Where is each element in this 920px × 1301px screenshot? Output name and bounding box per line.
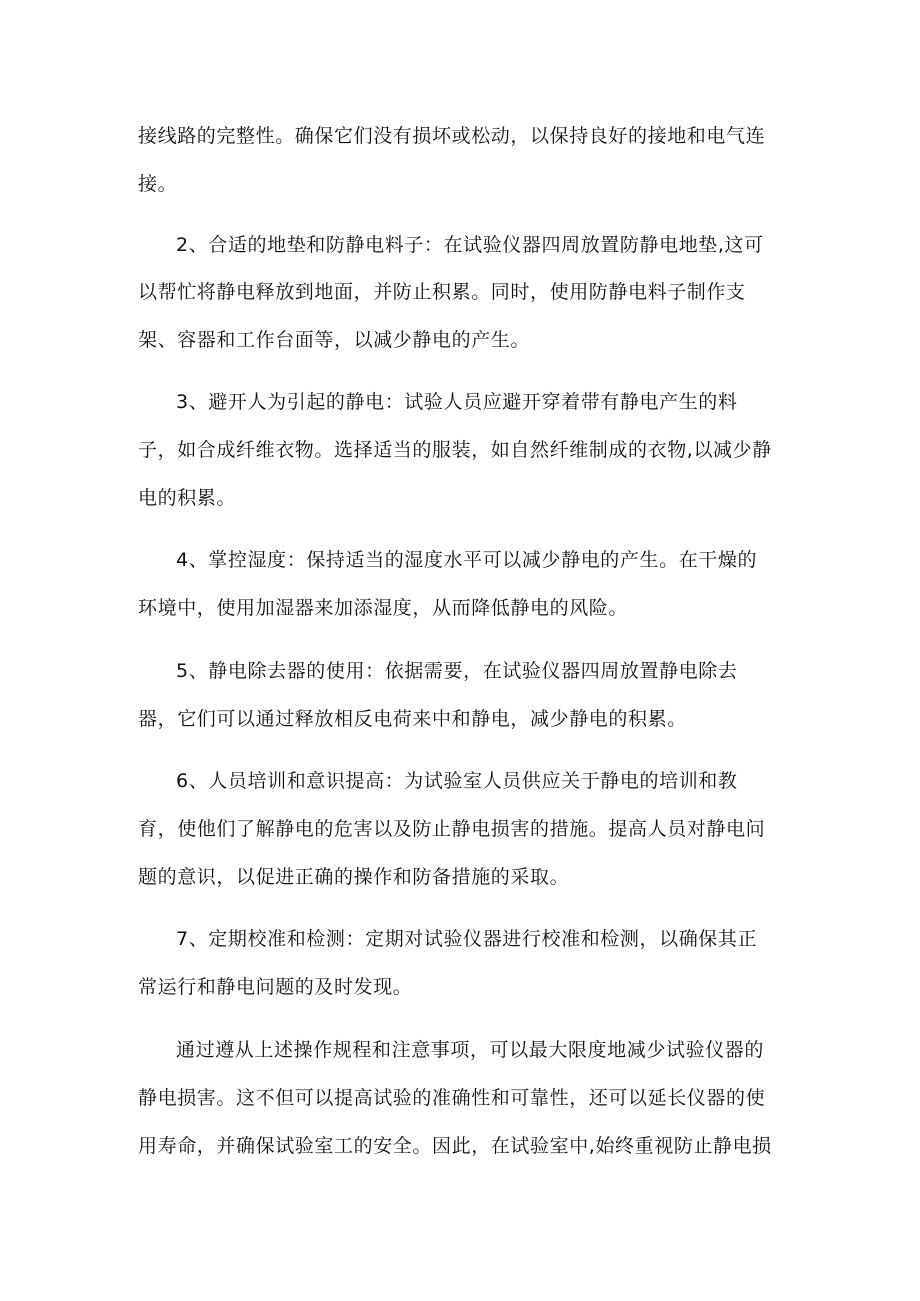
paragraph-line: 4、掌控湿度：保持适当的湿度水平可以减少静电的产生。在干燥的 [176,549,758,571]
paragraph-line: 以帮忙将静电释放到地面，并防止积累。同时，使用防静电料子制作支 [138,281,746,303]
paragraph-line: 子，如合成纤维衣物。选择适当的服装，如自然纤维制成的衣物,以减少静 [138,439,772,461]
paragraph-line: 6、人员培训和意识提高：为试验室人员供应关于静电的培训和教 [176,770,738,792]
paragraph-line: 3、避开人为引起的静电：试验人员应避开穿着带有静电产生的料 [176,391,738,413]
paragraph-line: 常运行和静电问题的及时发现。 [138,976,413,998]
paragraph-line: 接线路的完整性。确保它们没有损坏或松动，以保持良好的接地和电气连 [138,125,766,147]
paragraph-line: 7、定期校准和检测：定期对试验仪器进行校准和检测，以确保其正 [176,928,758,950]
paragraph-line: 静电损害。这不但可以提高试验的准确性和可靠性，还可以延长仪器的使 [138,1087,766,1109]
paragraph-line: 育，使他们了解静电的危害以及防止静电损害的措施。提高人员对静电问 [138,818,766,840]
paragraph-line: 器，它们可以通过释放相反电荷来中和静电，减少静电的积累。 [138,708,687,730]
paragraph-line: 接。 [138,173,178,195]
paragraph-line: 题的意识，以促进正确的操作和防备措施的采取。 [138,866,570,888]
paragraph-line: 用寿命，并确保试验室工的安全。因此，在试验室中,始终重视防止静电损 [138,1135,772,1157]
paragraph-line: 电的积累。 [138,487,237,509]
paragraph-line: 5、静电除去器的使用：依据需要，在试验仪器四周放置静电除去 [176,660,738,682]
paragraph-line: 架、容器和工作台面等，以减少静电的产生。 [138,329,531,351]
paragraph-line: 环境中，使用加湿器来加添湿度，从而降低静电的风险。 [138,597,629,619]
paragraph-line: 2、合适的地垫和防静电料子：在试验仪器四周放置防静电地垫,这可 [176,234,764,256]
paragraph-line: 通过遵从上述操作规程和注意事项，可以最大限度地减少试验仪器的 [176,1039,765,1061]
